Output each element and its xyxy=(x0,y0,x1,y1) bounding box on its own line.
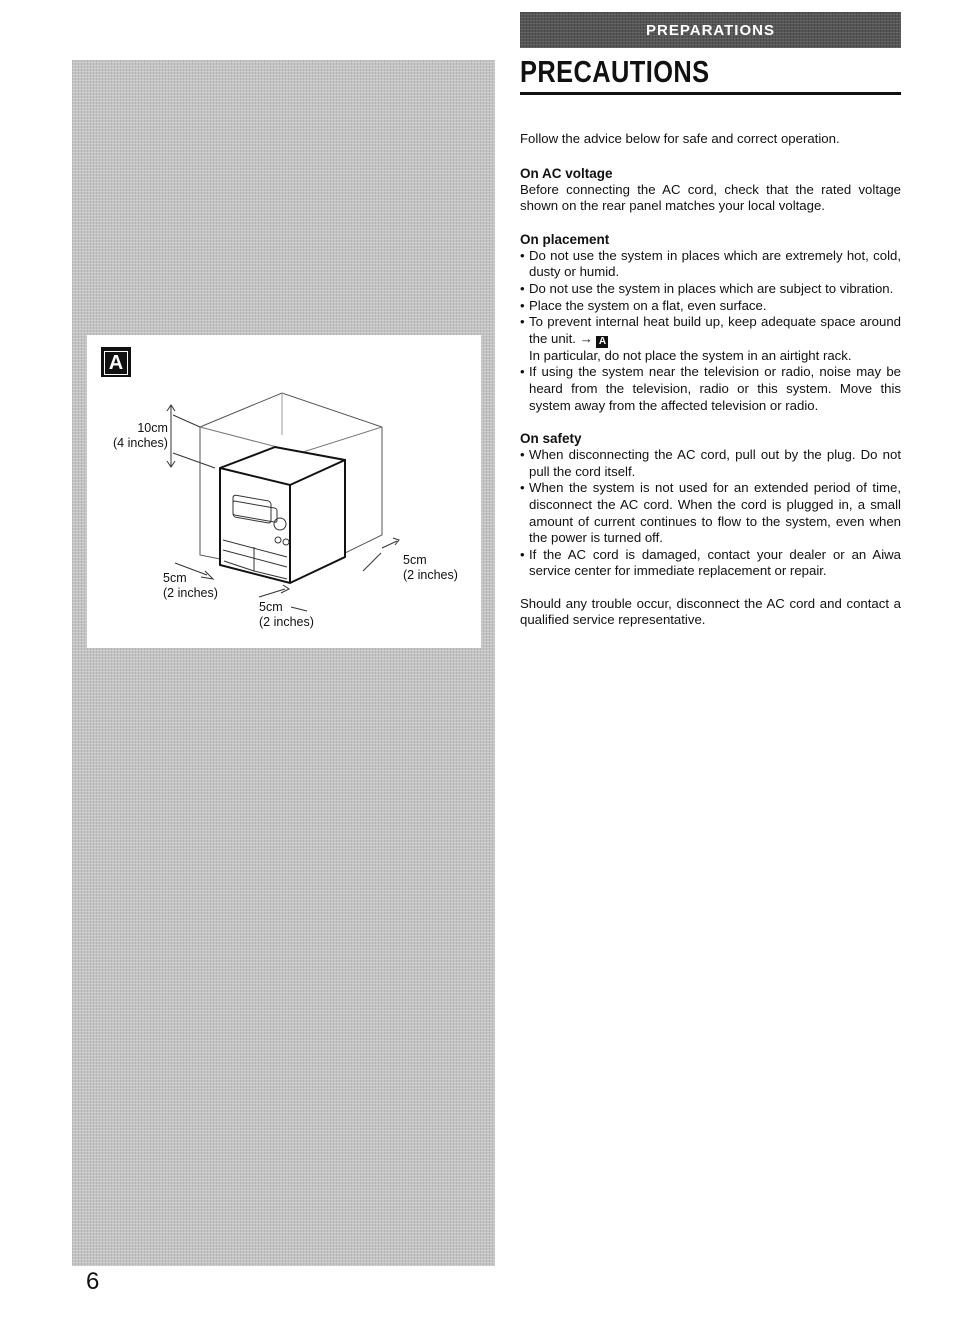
list-item: • When the system is not used for an extended period of time, disconnect the AC cord. When the cord is plugged in, a small amount of current continues to flow to the system, even when the power is turned off. xyxy=(520,480,901,546)
figure-ref-badge: A xyxy=(596,336,608,348)
section-heading: On safety xyxy=(520,431,582,447)
section-body: Before connecting the AC cord, check that the rated voltage shown on the rear panel matches your local voltage. xyxy=(520,181,901,214)
page-number: 6 xyxy=(86,1268,100,1295)
list-item: • Do not use the system in places which are subject to vibration. xyxy=(520,281,901,298)
list-item: • If the AC cord is damaged, contact your dealer or an Aiwa service center for immediate replacement or repair. xyxy=(520,547,901,580)
closing-text: Should any trouble occur, disconnect the AC cord and contact a qualified service representative. xyxy=(520,595,901,628)
section-header-bar xyxy=(520,12,901,48)
intro-text: Follow the advice below for safe and correct operation. xyxy=(520,131,840,146)
list-item: • Do not use the system in places which are extremely hot, cold, dusty or humid. xyxy=(520,248,901,281)
placement-list xyxy=(520,248,901,414)
list-item: • If using the system near the television or radio, noise may be heard from the television, radio or this system. Move this system away from the affected television or radio. xyxy=(520,364,901,414)
section-heading: On AC voltage xyxy=(520,165,613,181)
section-label: PREPARATIONS xyxy=(646,21,775,39)
section-heading: On placement xyxy=(520,231,610,247)
left-clearance-label: 5cm (2 inches) xyxy=(163,571,218,600)
title-rule xyxy=(520,92,901,95)
list-item-continuation: In particular, do not place the system in an airtight rack. xyxy=(529,347,852,363)
list-item: • Place the system on a flat, even surface. xyxy=(520,298,901,315)
list-item: • When disconnecting the AC cord, pull out by the plug. Do not pull the cord itself. xyxy=(520,447,901,480)
top-clearance-label: 10cm (4 inches) xyxy=(113,421,168,450)
figure-badge: A xyxy=(101,347,131,377)
list-item-text: To prevent internal heat build up, keep adequate space around the unit. → xyxy=(529,314,901,346)
gray-screen-panel xyxy=(72,60,495,1266)
front-clearance-label: 5cm (2 inches) xyxy=(259,600,314,629)
clearance-figure xyxy=(87,335,481,648)
section-ac-voltage xyxy=(520,165,901,215)
precautions-content xyxy=(520,131,901,629)
right-clearance-label: 5cm (2 inches) xyxy=(403,553,458,582)
safety-list xyxy=(520,447,901,580)
section-placement xyxy=(520,231,901,414)
list-item xyxy=(520,314,901,364)
section-safety xyxy=(520,430,901,580)
page-title: PRECAUTIONS xyxy=(520,54,710,89)
